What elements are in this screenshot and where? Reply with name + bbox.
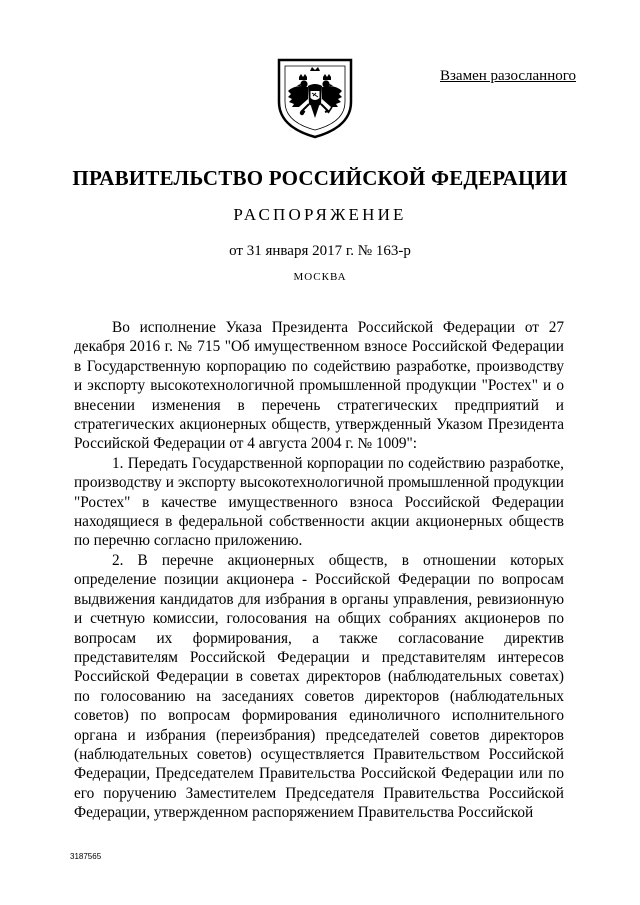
document-type: РАСПОРЯЖЕНИЕ <box>233 205 407 224</box>
document-date-number: от 31 января 2017 г. № 163-р <box>229 243 411 259</box>
russian-coat-of-arms-icon <box>275 56 355 140</box>
document-body <box>74 318 564 823</box>
government-title: ПРАВИТЕЛЬСТВО РОССИЙСКОЙ ФЕДЕРАЦИИ <box>72 166 568 190</box>
replace-note: Взамен разосланного <box>440 68 577 84</box>
paragraph-preamble: Во исполнение Указа Президента Российской Федерации от 27 декабря 2016 г. № 715 "Об имущественном взносе Российской Федерации в Государственную корпорацию по содействию разработке, производству и экспорту высокотехнологичной промышленной продукции "Ростех" и о внесении изменения в перечень стратегических предприятий и стратегических акционерных обществ, утвержденный Указом Президента Российской Федерации от 4 августа 2004 г. № 1009": <box>74 319 564 453</box>
document-code: 3187565 <box>70 852 102 861</box>
document-city: МОСКВА <box>293 271 347 283</box>
paragraph-item-1: 1. Передать Государственной корпорации по содействию разработке, производству и экспорту высокотехнологичной промышленной продукции "Ростех" в качестве имущественного взноса Российской Федерации находящиеся в федеральной собственности акции акционерных обществ по перечню согласно приложению. <box>74 454 564 550</box>
paragraph-item-2: 2. В перечне акционерных обществ, в отношении которых определение позиции акционера - Российской Федерации по вопросам выдвижения кандидатов для избрания в органы управления, ревизионную и счетную комиссии, голосования на общих собраниях акционеров по вопросам их формирования, а также согласование директив представителям Российской Федерации и представителям интересов Российской Федерации в советах директоров (наблюдательных советах) по голосованию на заседаниях советов директоров (наблюдательных советов) по вопросам формирования единоличного исполнительного органа и избрания (переизбрания) председателей советов директоров (наблюдательных советов) осуществляется Правительством Российской Федерации, Председателем Правительства Российской Федерации или по его поручению Заместителем Председателя Правительства Российской Федерации, утвержденном распоряжением Правительства Российской <box>74 551 564 822</box>
